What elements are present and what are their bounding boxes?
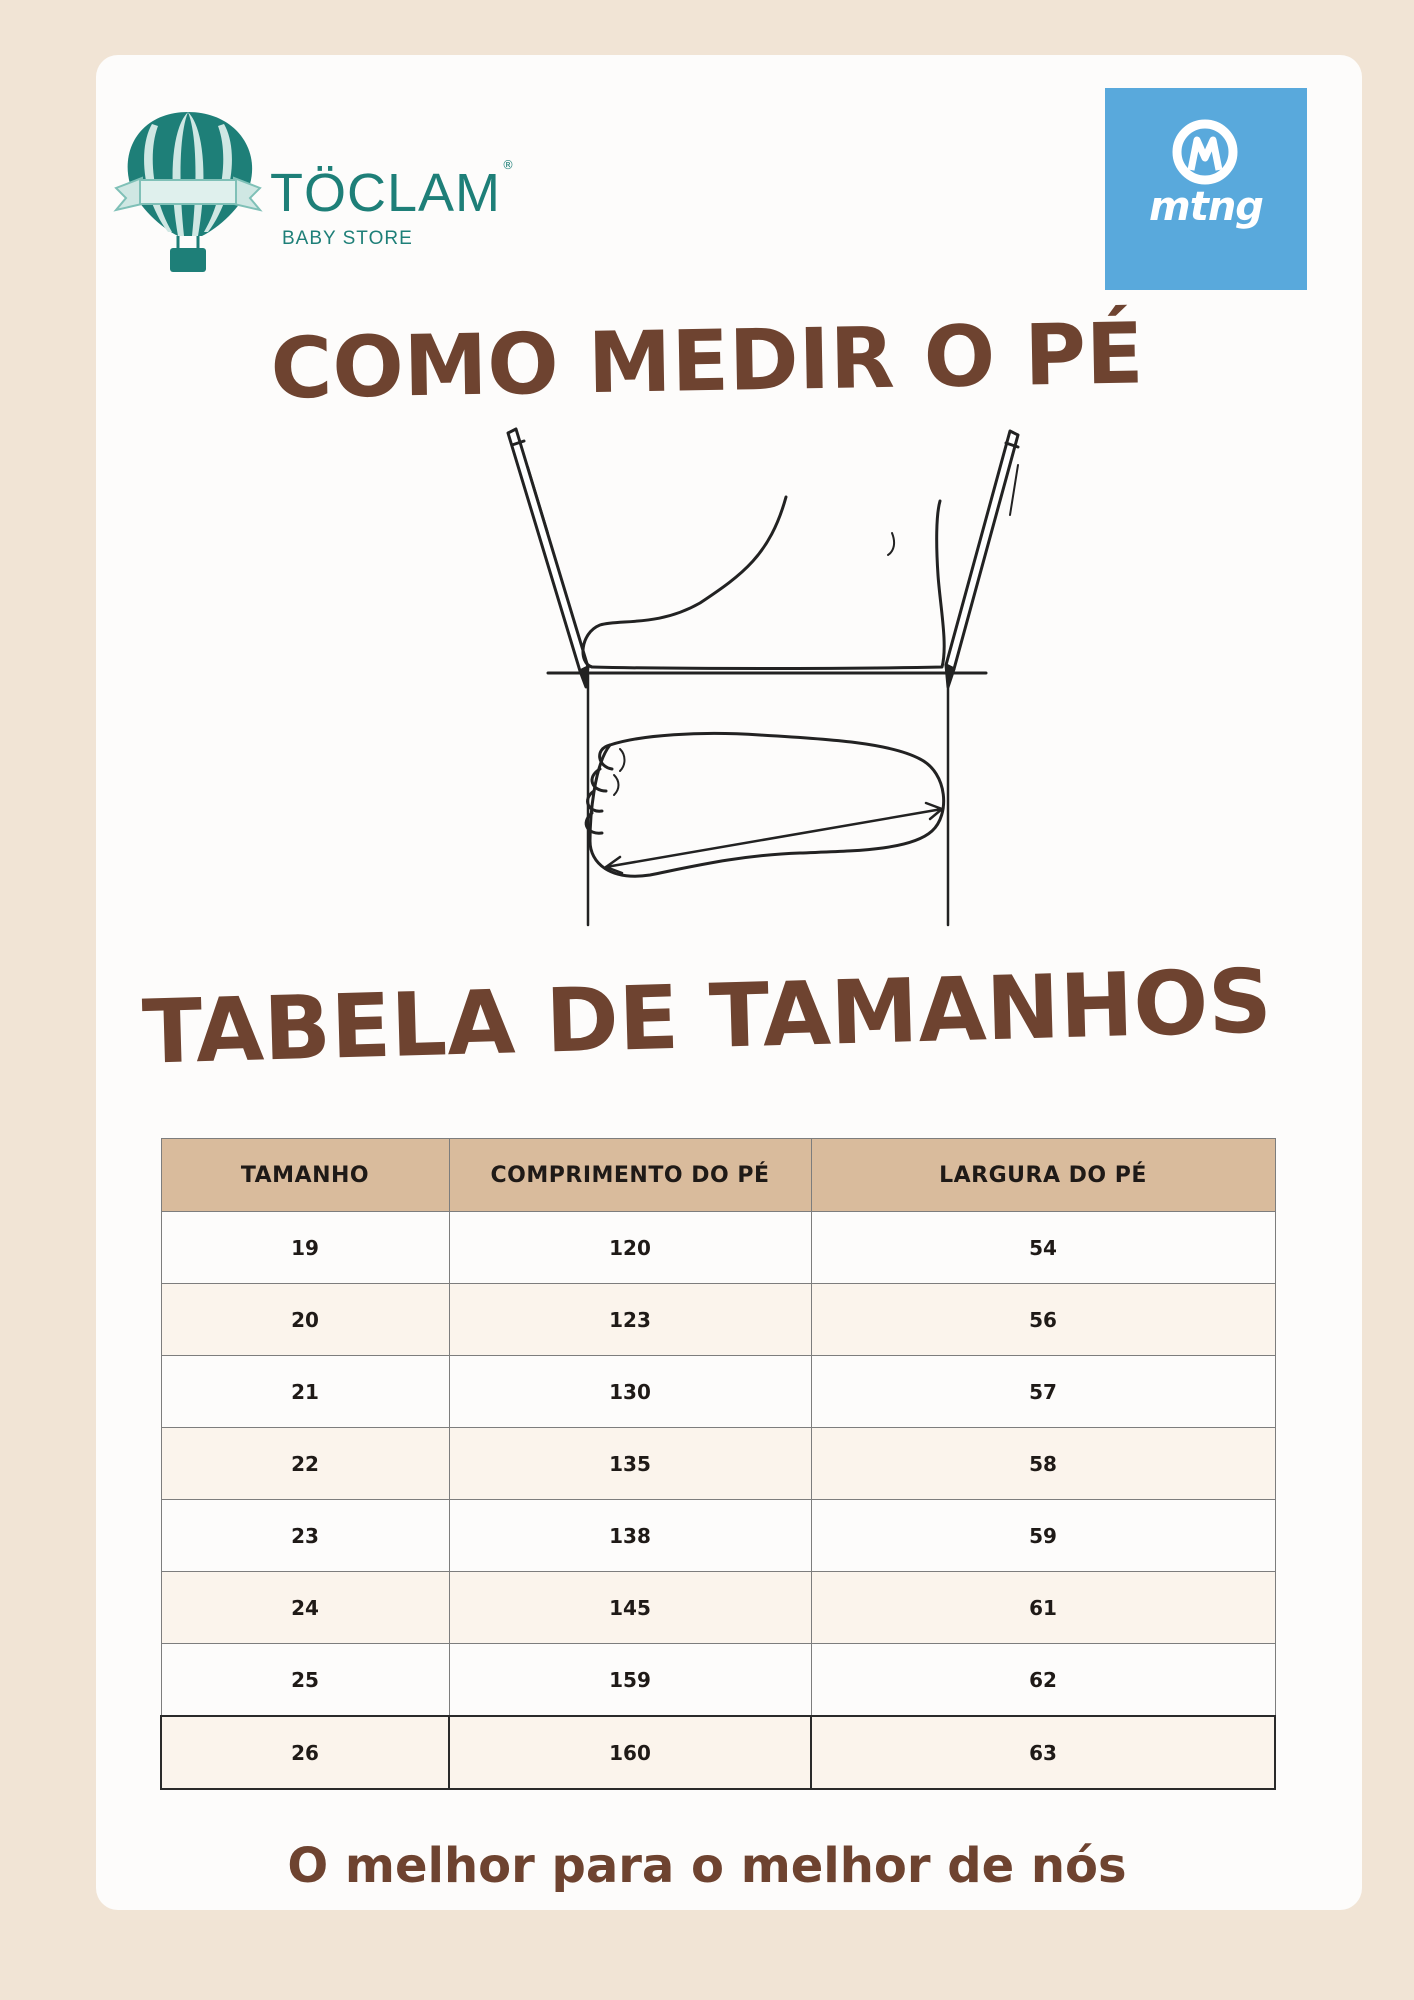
table-row bbox=[161, 1500, 1275, 1572]
cell-length: 145 bbox=[449, 1572, 811, 1644]
cell-width: 62 bbox=[811, 1644, 1275, 1717]
cell-length: 123 bbox=[449, 1284, 811, 1356]
cell-length: 130 bbox=[449, 1356, 811, 1428]
footer-slogan: O melhor para o melhor de nós bbox=[287, 1838, 1127, 1894]
cell-size: 25 bbox=[161, 1644, 449, 1717]
header-foot-length: COMPRIMENTO DO PÉ bbox=[449, 1139, 811, 1212]
cell-width: 58 bbox=[811, 1428, 1275, 1500]
table-row bbox=[161, 1356, 1275, 1428]
table-row bbox=[161, 1212, 1275, 1284]
table-row bbox=[161, 1572, 1275, 1644]
table-row bbox=[161, 1284, 1275, 1356]
left-pencil-icon bbox=[508, 429, 588, 687]
table-header-row bbox=[161, 1139, 1275, 1212]
cell-size: 26 bbox=[161, 1716, 449, 1789]
right-pencil-icon bbox=[946, 431, 1018, 687]
cell-size: 19 bbox=[161, 1212, 449, 1284]
cell-length: 135 bbox=[449, 1428, 811, 1500]
cell-width: 54 bbox=[811, 1212, 1275, 1284]
cell-length: 120 bbox=[449, 1212, 811, 1284]
cell-length: 160 bbox=[449, 1716, 811, 1789]
table-row bbox=[161, 1716, 1275, 1789]
table-row bbox=[161, 1428, 1275, 1500]
header-size: TAMANHO bbox=[161, 1139, 449, 1212]
brand-name: TÖCLAM bbox=[270, 163, 502, 223]
mtng-logo-text: mtng bbox=[1149, 184, 1263, 230]
brand-subtitle: BABY STORE bbox=[282, 228, 413, 249]
mtng-logo bbox=[1105, 88, 1307, 290]
cell-size: 24 bbox=[161, 1572, 449, 1644]
size-table bbox=[160, 1138, 1276, 1790]
cell-width: 57 bbox=[811, 1356, 1275, 1428]
cell-width: 61 bbox=[811, 1572, 1275, 1644]
table-row bbox=[161, 1644, 1275, 1717]
size-table-title: TABELA DE TAMANHOS bbox=[141, 949, 1273, 1084]
header-foot-width: LARGURA DO PÉ bbox=[811, 1139, 1275, 1212]
cell-size: 20 bbox=[161, 1284, 449, 1356]
cell-width: 59 bbox=[811, 1500, 1275, 1572]
cell-length: 159 bbox=[449, 1644, 811, 1717]
cell-length: 138 bbox=[449, 1500, 811, 1572]
cell-size: 21 bbox=[161, 1356, 449, 1428]
cell-size: 23 bbox=[161, 1500, 449, 1572]
foot-measurement-illustration bbox=[470, 405, 1050, 945]
cell-width: 63 bbox=[811, 1716, 1275, 1789]
measure-title: COMO MEDIR O PÉ bbox=[269, 304, 1145, 418]
registered-mark: ® bbox=[502, 158, 514, 172]
cell-size: 22 bbox=[161, 1428, 449, 1500]
cell-width: 56 bbox=[811, 1284, 1275, 1356]
